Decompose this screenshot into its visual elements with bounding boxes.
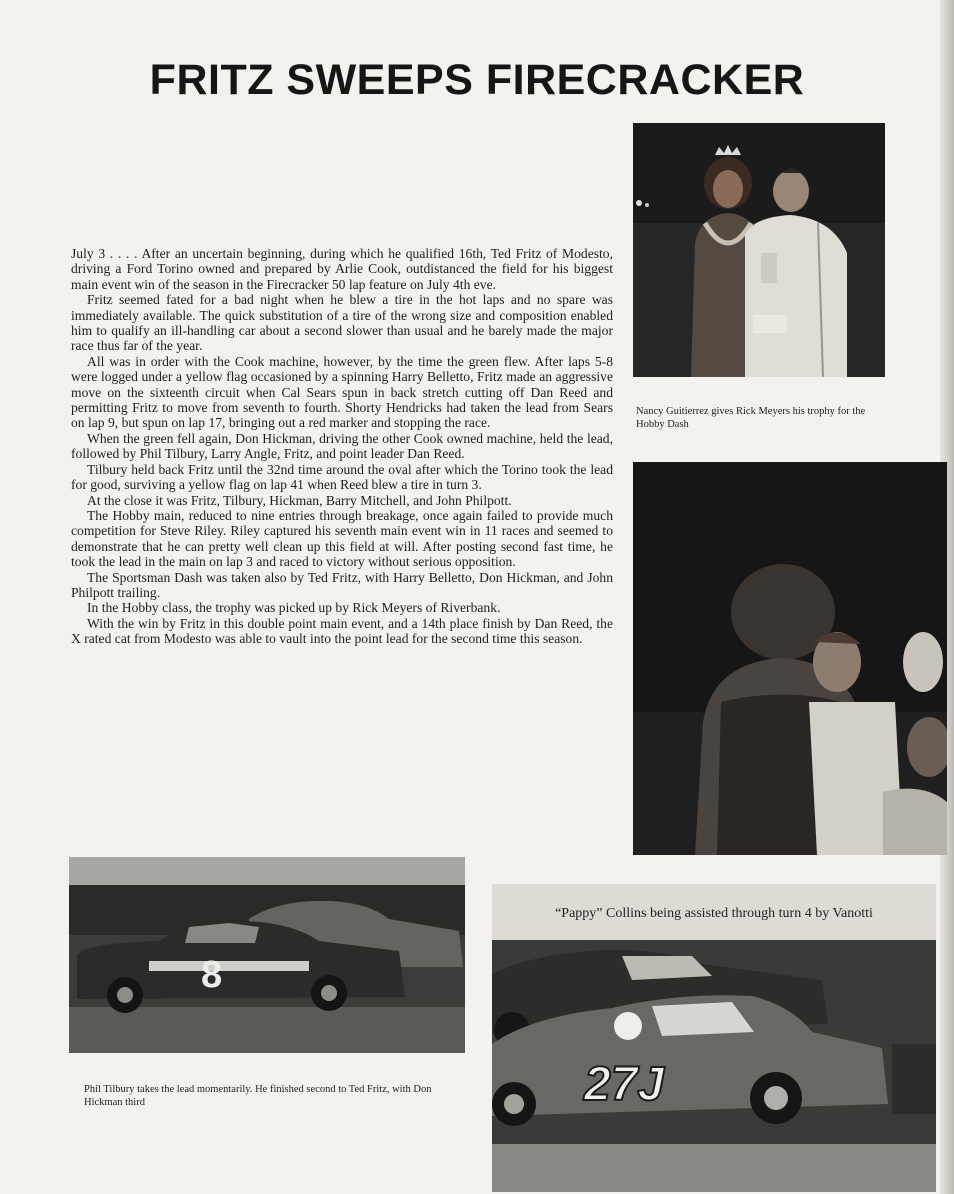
car-number-27j: 27J bbox=[584, 1058, 665, 1111]
tilbury-caption: Phil Tilbury takes the lead momentarily. He finished second to Ted Fritz, with Don Hickman third bbox=[84, 1084, 432, 1108]
article-paragraph: The Hobby main, reduced to nine entries through breakage, once again failed to provide much competition for Steve Riley. Riley captured his seventh main event win in 11 races and seemed to demonstrate that he can pretty well clean up this field at will. After posting second fast time, he took the lead in the main on lap 3 and raced to victory without serious opposition. bbox=[71, 507, 613, 570]
trophy-photo bbox=[633, 123, 885, 377]
crowd-photo bbox=[633, 462, 947, 855]
tilbury-photo bbox=[69, 857, 465, 1053]
article-paragraph: All was in order with the Cook machine, however, by the time the green flew. After laps 5-8 were logged under a yellow flag occasioned by a spinning Harry Belletto, Fritz made an aggressive move on the sixteenth circuit when Cal Sears spun in back stretch cutting off Dan Reed and permitting Fritz to move from seventh to fourth. Shorty Hendricks had taken the lead from Sears on lap 9, but spun on lap 17, bringing out a red marker and stopping the race. bbox=[71, 353, 613, 431]
article-paragraph: At the close it was Fritz, Tilbury, Hickman, Barry Mitchell, and John Philpott. bbox=[87, 492, 512, 508]
article-paragraph: When the green fell again, Don Hickman, driving the other Cook owned machine, held the lead, followed by Phil Tilbury, Larry Angle, Fritz, and point leader Dan Reed. bbox=[71, 430, 613, 462]
car-number-8: 8 bbox=[201, 954, 223, 996]
trophy-caption: Nancy Guitierrez gives Rick Meyers his trophy for the Hobby Dash bbox=[636, 406, 866, 430]
article-paragraph: Fritz seemed fated for a bad night when he blew a tire in the hot laps and no spare was immediately available. The quick substitution of a tire of the wrong size and composition enabled him to qualify an ill-handling car about a second slower than usual and he barely made the major race thus far of the year. bbox=[71, 292, 613, 354]
pappy-caption: “Pappy” Collins being assisted through turn 4 by Vanotti bbox=[555, 906, 873, 921]
article-paragraph: With the win by Fritz in this double point main event, and a 14th place finish by Dan Reed, the X rated cat from Modesto was able to vault into the point lead for the second time this season. bbox=[71, 615, 613, 647]
article-paragraph: Tilbury held back Fritz until the 32nd time around the oval after which the Torino took the lead for good, surviving a yellow flag on lap 41 when Reed blew a tire in turn 3. bbox=[71, 461, 613, 493]
article-body bbox=[71, 246, 613, 647]
headline: FRITZ SWEEPS FIRECRACKER bbox=[149, 56, 805, 104]
article-paragraph: July 3 . . . . After an uncertain beginning, during which he qualified 16th, Ted Fritz of Modesto, driving a Ford Torino owned and prepared by Arlie Cook, outdistanced the field for his biggest main event win of the season in the Firecracker 50 lap feature on July 4th eve. bbox=[71, 246, 613, 292]
article-paragraph: In the Hobby class, the trophy was picked up by Rick Meyers of Riverbank. bbox=[87, 600, 501, 616]
article-paragraph: The Sportsman Dash was taken also by Ted Fritz, with Harry Belletto, Don Hickman, and John Philpott trailing. bbox=[71, 569, 613, 600]
pappy-photo bbox=[492, 884, 936, 1192]
